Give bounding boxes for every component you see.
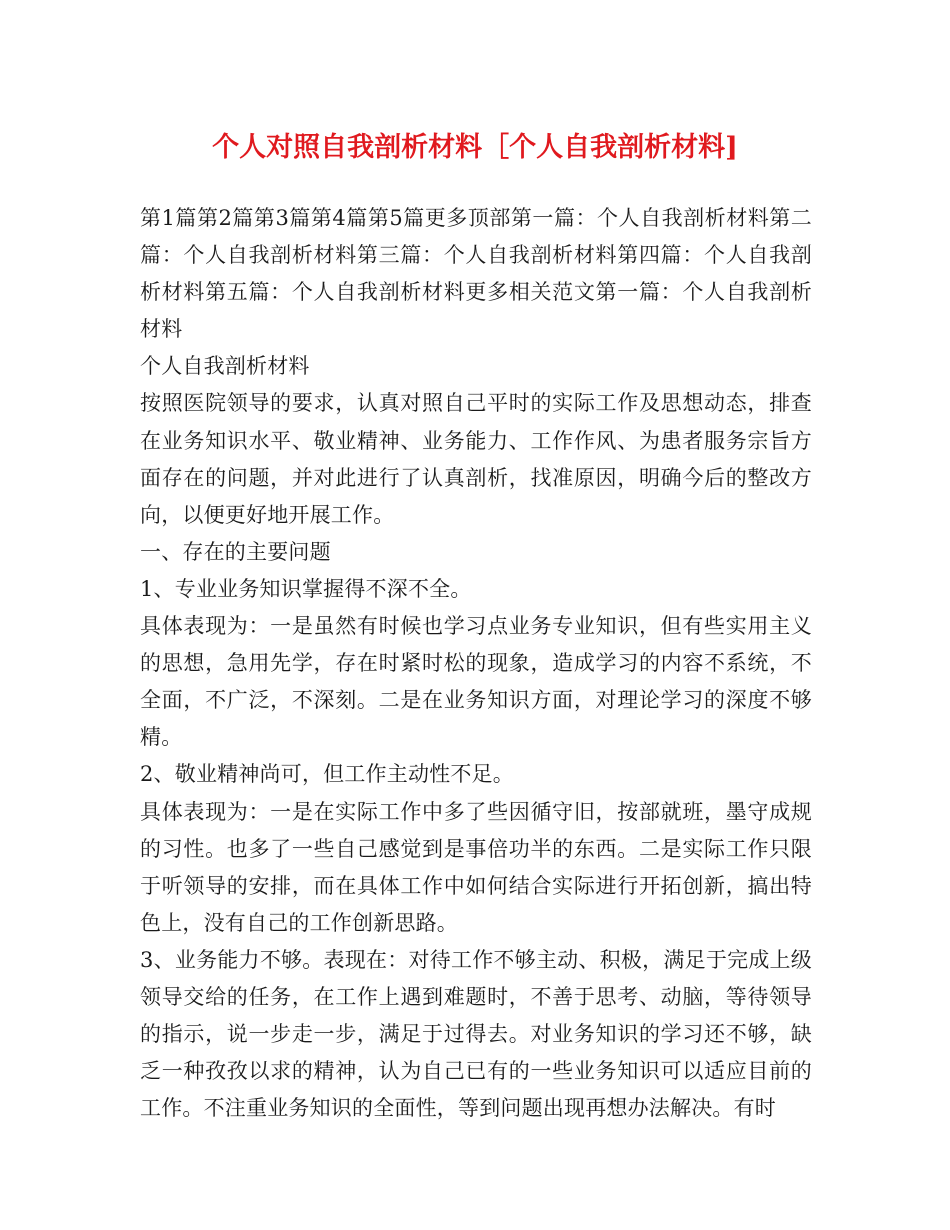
section-heading: 一、存在的主要问题 <box>140 539 331 564</box>
document-body <box>140 200 812 1127</box>
paragraph-subtitle: 个人自我剖析材料 <box>140 354 310 379</box>
paragraph-intro: 按照医院领导的要求，认真对照自己平时的实际工作及思想动态，排查在业务知识水平、敬业精神、业务能力、工作作风、为患者服务宗旨方面存在的问题，并对此进行了认真剖析，找准原因，明确今后的整改方向，以便更好地开展工作。 <box>140 391 812 527</box>
paragraph-toc: 第1篇第2篇第3篇第4篇第5篇更多顶部第一篇：个人自我剖析材料第二篇：个人自我剖析材料第三篇：个人自我剖析材料第四篇：个人自我剖析材料第五篇：个人自我剖析材料更多相关范文第一篇：个人自我剖析材料 <box>140 206 812 342</box>
item-detail-1: 具体表现为：一是虽然有时候也学习点业务专业知识，但有些实用主义的思想，急用先学，存在时紧时松的现象，造成学习的内容不系统，不全面，不广泛，不深刻。二是在业务知识方面，对理论学习的深度不够精。 <box>140 614 812 750</box>
document-title: 个人对照自我剖析材料［个人自我剖析材料] <box>212 132 738 163</box>
item-detail-2: 具体表现为：一是在实际工作中多了些因循守旧，按部就班，墨守成规的习性。也多了一些自己感觉到是事倍功半的东西。二是实际工作只限于听领导的安排，而在具体工作中如何结合实际进行开拓创新，搞出特色上，没有自己的工作创新思路。 <box>140 799 812 935</box>
item-detail-3: 3、业务能力不够。表现在：对待工作不够主动、积极，满足于完成上级领导交给的任务，在工作上遇到难题时，不善于思考、动脑，等待领导的指示，说一步走一步，满足于过得去。对业务知识的学习还不够，缺乏一种孜孜以求的精神，认为自己已有的一些业务知识可以适应目前的工作。不注重业务知识的全面性，等到问题出现再想办法解决。有时 <box>140 947 812 1121</box>
item-heading-1: 1、专业业务知识掌握得不深不全。 <box>140 576 472 601</box>
item-heading-2: 2、敬业精神尚可，但工作主动性不足。 <box>140 762 514 787</box>
